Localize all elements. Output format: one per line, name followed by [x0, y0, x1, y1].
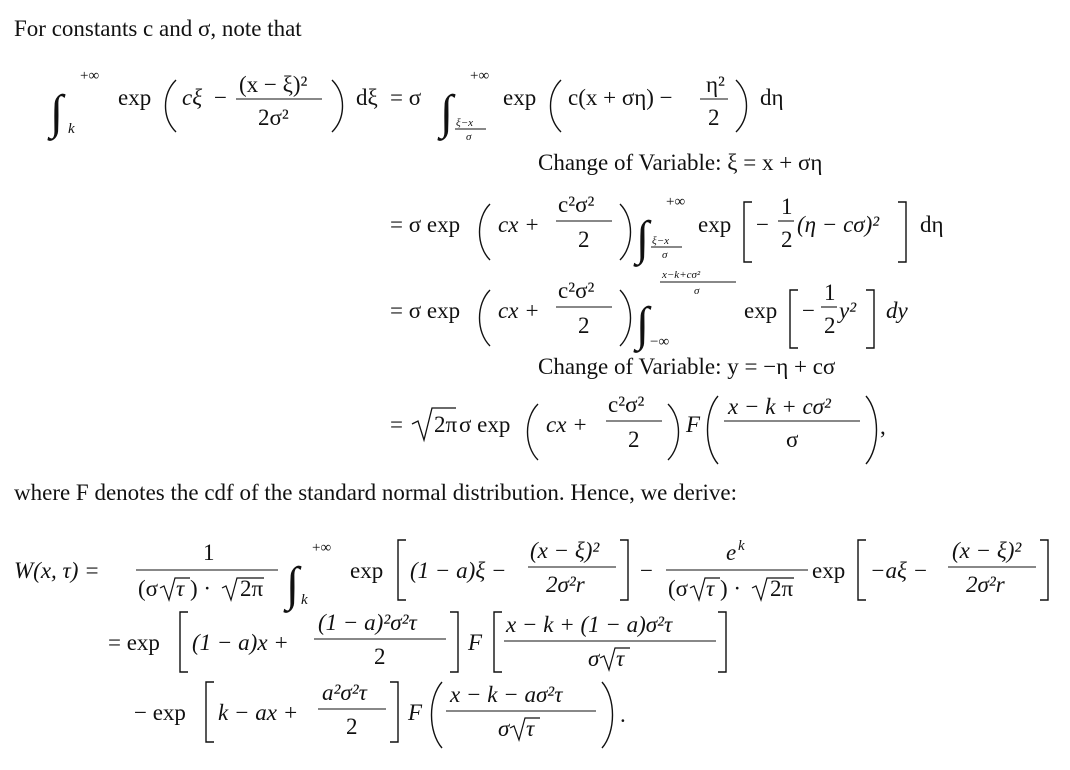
cdf-F: F: [408, 700, 423, 725]
half-numerator: 1: [824, 280, 836, 305]
lower-limit-denominator: σ: [466, 131, 472, 143]
left-bracket: [398, 540, 406, 600]
right-paren: [620, 204, 631, 260]
integral-sign: ∫: [440, 86, 454, 139]
fraction-numerator: x − k − aσ²τ: [450, 682, 563, 707]
c-xi: cξ: [182, 85, 203, 110]
equation-W-line-2: [108, 610, 726, 672]
equation-line-2: [390, 192, 944, 267]
fraction-denominator: 2: [346, 714, 358, 739]
lower-limit-numerator: ξ−x: [652, 235, 670, 247]
exp-label: exp: [118, 85, 152, 110]
fraction-denominator: 2: [374, 644, 386, 669]
minus-sign: −: [756, 212, 769, 237]
cx-plus: cx +: [498, 212, 540, 237]
left-bracket: [744, 202, 752, 262]
lower-limit: k: [68, 121, 75, 137]
fraction-denominator: 2: [708, 105, 720, 130]
half-denominator: 2: [781, 227, 793, 252]
left-bracket: [494, 612, 502, 672]
intro-text: For constants c and σ, note that: [14, 16, 302, 41]
lower-limit-denominator: σ: [662, 249, 668, 261]
term-2: −aξ −: [870, 558, 929, 583]
sqrt-radical: [690, 578, 720, 600]
left-paren: [480, 290, 491, 346]
den-sigma: σ: [498, 716, 510, 741]
fraction-numerator: x − k + cσ²: [728, 394, 831, 419]
period: .: [620, 702, 626, 727]
den-close: ) ·: [190, 576, 212, 601]
sigma-exp-prefix: = σ exp: [390, 298, 461, 323]
sqrt-radicand: 2π: [434, 412, 458, 437]
term: (1 − a)x +: [192, 630, 289, 655]
right-paren: [602, 682, 613, 748]
den-2pi: 2π: [240, 576, 264, 601]
fraction-denominator: 2σ²r: [546, 572, 585, 597]
exp-label: exp: [812, 558, 846, 583]
minus-sign: −: [640, 558, 653, 583]
e-numerator: e: [726, 540, 737, 565]
integral-sign: ∫: [636, 298, 650, 351]
minus-exp: − exp: [134, 700, 186, 725]
sqrt-radical: [600, 648, 630, 670]
sigma-exp-prefix: = σ exp: [390, 212, 461, 237]
fraction-numerator: (x − ξ)²: [530, 538, 600, 563]
den-tau: τ: [706, 576, 715, 601]
right-bracket: [450, 612, 458, 672]
right-bracket: [390, 682, 398, 742]
integral-sign: ∫: [50, 86, 64, 139]
cdf-F: F: [686, 412, 701, 437]
fraction-numerator: a²σ²τ: [322, 680, 367, 705]
exp-label: exp: [698, 212, 732, 237]
den-tau: τ: [616, 646, 625, 671]
right-bracket: [1040, 540, 1048, 600]
den-open: (σ: [138, 576, 159, 601]
d-y: dy: [886, 298, 908, 323]
left-paren: [480, 204, 491, 260]
equation-W-line-1: [14, 538, 1048, 613]
term-1: (1 − a)ξ −: [410, 558, 507, 583]
left-paren: [528, 404, 539, 460]
left-bracket: [180, 612, 188, 672]
fraction-numerator: η²: [706, 72, 725, 97]
den-tau: τ: [176, 576, 185, 601]
fraction-denominator: 2σ²r: [966, 572, 1005, 597]
d-xi: dξ: [356, 85, 378, 110]
left-bracket: [206, 682, 214, 742]
exp-label: exp: [503, 85, 537, 110]
right-bracket: [866, 290, 874, 348]
sigma-exp: σ exp: [459, 412, 511, 437]
fraction-numerator: (1 − a)²σ²τ: [318, 610, 417, 635]
y-squared: y²: [839, 298, 857, 323]
right-paren: [620, 290, 631, 346]
fraction-numerator: (x − ξ)²: [239, 72, 308, 97]
integral-sign: ∫: [636, 212, 650, 265]
e-exponent-k: k: [738, 538, 745, 554]
right-paren: [866, 396, 877, 464]
W-lhs: W(x, τ) =: [14, 558, 100, 583]
where-text: where F denotes the cdf of the standard normal distribution. Hence, we derive:: [14, 480, 737, 505]
left-paren: [551, 80, 562, 132]
cx-plus: cx +: [546, 412, 588, 437]
den-open: (σ: [668, 576, 689, 601]
left-paren: [432, 682, 443, 748]
minus-sign: −: [802, 298, 815, 323]
fraction-numerator: (x − ξ)²: [952, 538, 1022, 563]
den-tau: τ: [526, 716, 535, 741]
right-bracket: [718, 612, 726, 672]
half-numerator: 1: [781, 194, 793, 219]
right-bracket: [620, 540, 628, 600]
d-eta: dη: [760, 85, 784, 110]
left-bracket: [858, 540, 866, 600]
cx-plus: cx +: [498, 298, 540, 323]
minus-sign: −: [214, 85, 227, 110]
half-denominator: 2: [824, 313, 836, 338]
sqrt-radical: [160, 578, 190, 600]
equation-line-3: [390, 269, 909, 353]
change-of-variable-2: Change of Variable: y = −η + cσ: [538, 354, 836, 379]
integral-sign: ∫: [286, 558, 300, 611]
d-eta: dη: [920, 212, 944, 237]
den-sigma: σ: [588, 646, 600, 671]
exp-label: exp: [744, 298, 778, 323]
equals-sigma: = σ: [390, 85, 422, 110]
fraction-denominator: 2: [578, 227, 590, 252]
fraction-numerator: c²σ²: [558, 192, 595, 217]
squared-term: (η − cσ)²: [797, 212, 880, 237]
upper-limit: +∞: [312, 540, 332, 556]
lower-limit: −∞: [650, 334, 670, 350]
fraction-denominator: 2σ²: [258, 105, 289, 130]
right-paren: [736, 80, 747, 132]
upper-limit-numerator: x−k+cσ²: [662, 269, 701, 281]
den-2pi: 2π: [770, 576, 794, 601]
fraction-numerator: 1: [203, 540, 215, 565]
fraction-denominator: 2: [578, 313, 590, 338]
equals-exp: = exp: [108, 630, 160, 655]
equation-W-line-3: [134, 680, 626, 748]
upper-limit: +∞: [470, 68, 490, 84]
comma: ,: [880, 414, 886, 439]
fraction-numerator: x − k + (1 − a)σ²τ: [506, 612, 673, 637]
right-paren: [668, 404, 679, 460]
upper-limit-denominator: σ: [694, 285, 700, 297]
right-bracket: [898, 202, 906, 262]
fraction-denominator: 2: [628, 427, 640, 452]
term: k − ax +: [218, 700, 299, 725]
fraction-numerator: c²σ²: [558, 278, 595, 303]
change-of-variable-1: Change of Variable: ξ = x + ση: [538, 150, 823, 175]
left-paren: [708, 396, 719, 464]
right-paren: [332, 80, 343, 132]
upper-limit: +∞: [80, 68, 100, 84]
lower-limit-numerator: ξ−x: [456, 117, 474, 129]
exponent-term: c(x + ση) −: [568, 85, 673, 110]
equals-sign: =: [390, 412, 403, 437]
lower-limit: k: [301, 592, 308, 608]
equation-line-4: [390, 392, 886, 464]
cdf-F: F: [468, 630, 483, 655]
upper-limit: +∞: [666, 194, 686, 210]
fraction-denominator: σ: [786, 427, 799, 452]
sqrt-radical: [510, 718, 540, 740]
equation-line-1: [47, 68, 784, 143]
left-paren: [166, 80, 177, 132]
den-close: ) ·: [720, 576, 742, 601]
fraction-numerator: c²σ²: [608, 392, 645, 417]
left-bracket: [790, 290, 798, 348]
exp-label: exp: [350, 558, 384, 583]
